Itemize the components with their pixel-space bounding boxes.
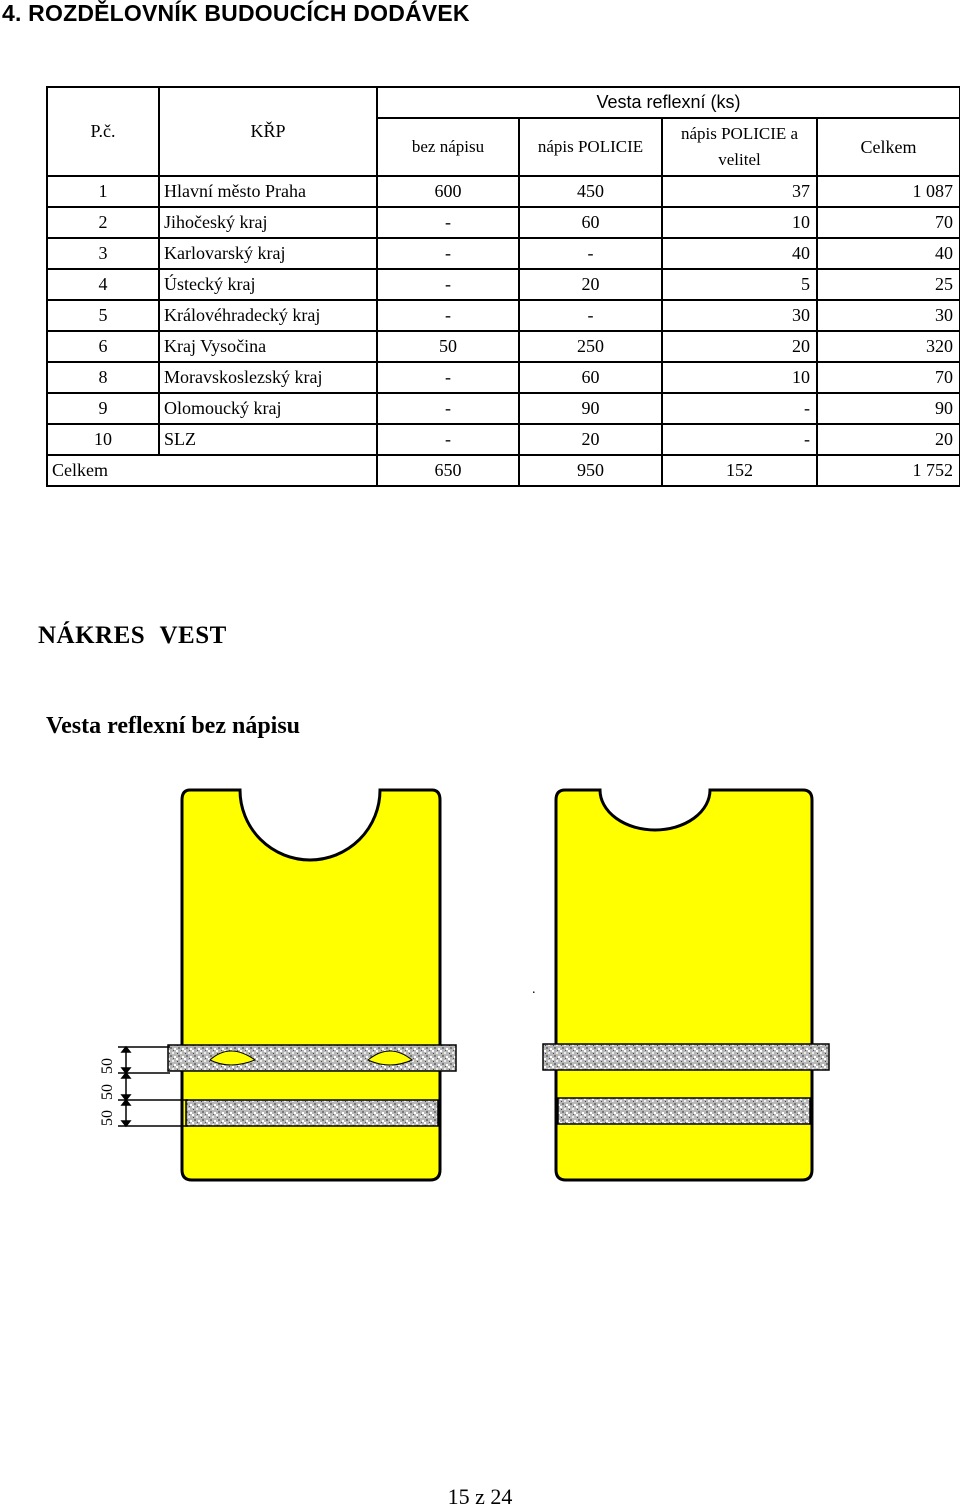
row-bez-napisu: -: [377, 207, 519, 238]
row-celkem: 20: [817, 424, 960, 455]
row-bez-napisu: -: [377, 238, 519, 269]
row-napis-policie: 20: [519, 269, 662, 300]
total-b: 950: [519, 455, 662, 486]
row-celkem: 70: [817, 362, 960, 393]
page-number: 15 z 24: [447, 1484, 513, 1509]
row-bez-napisu: -: [377, 393, 519, 424]
row-celkem: 320: [817, 331, 960, 362]
section-heading: 4. ROZDĚLOVNÍK BUDOUCÍCH DODÁVEK: [2, 0, 470, 26]
row-region: SLZ: [159, 424, 377, 455]
row-napis-policie-velitel: -: [662, 424, 817, 455]
row-region: Moravskoslezský kraj: [159, 362, 377, 393]
table-row: [47, 424, 960, 455]
table-row: [47, 269, 960, 300]
header-napis-policie: nápis POLICIE: [519, 118, 662, 176]
row-number: 4: [47, 269, 159, 300]
row-celkem: 40: [817, 238, 960, 269]
row-number: 10: [47, 424, 159, 455]
table-row: [47, 300, 960, 331]
row-napis-policie-velitel: 10: [662, 362, 817, 393]
vest-caption: Vesta reflexní bez nápisu: [46, 713, 301, 739]
drawing-heading: NÁKRES VEST: [38, 622, 227, 649]
dimension-label: 50: [99, 1084, 116, 1100]
row-napis-policie: 90: [519, 393, 662, 424]
row-celkem: 90: [817, 393, 960, 424]
vest-back-lower-stripe: [558, 1098, 810, 1124]
header-vesta-group: Vesta reflexní (ks): [377, 87, 960, 118]
vest-back-upper-stripe: [543, 1044, 829, 1070]
distribution-table: [46, 86, 960, 487]
vest-back: [543, 790, 829, 1180]
row-number: 2: [47, 207, 159, 238]
row-napis-policie-velitel: 10: [662, 207, 817, 238]
row-napis-policie-velitel: -: [662, 393, 817, 424]
table-row: [47, 331, 960, 362]
row-napis-policie-velitel: 30: [662, 300, 817, 331]
table-row: [47, 393, 960, 424]
row-napis-policie-velitel: 40: [662, 238, 817, 269]
dimension-label: 50: [99, 1058, 116, 1074]
row-region: Ústecký kraj: [159, 269, 377, 300]
row-napis-policie: -: [519, 300, 662, 331]
row-napis-policie: 450: [519, 176, 662, 207]
row-napis-policie: 20: [519, 424, 662, 455]
row-region: Olomoucký kraj: [159, 393, 377, 424]
table-row: [47, 176, 960, 207]
row-bez-napisu: 600: [377, 176, 519, 207]
header-pc: P.č.: [47, 87, 159, 176]
stray-dot: .: [532, 982, 536, 997]
dimension-label: 50: [99, 1110, 116, 1126]
header-bez-napisu: bez nápisu: [377, 118, 519, 176]
row-number: 5: [47, 300, 159, 331]
row-region: Karlovarský kraj: [159, 238, 377, 269]
row-napis-policie: 60: [519, 207, 662, 238]
vest-front-upper-stripe: [168, 1045, 456, 1071]
vest-front-lower-stripe: [186, 1100, 438, 1126]
row-celkem: 1 087: [817, 176, 960, 207]
row-region: Kraj Vysočina: [159, 331, 377, 362]
row-bez-napisu: -: [377, 424, 519, 455]
header-krp: KŘP: [159, 87, 377, 176]
row-napis-policie-velitel: 5: [662, 269, 817, 300]
row-celkem: 70: [817, 207, 960, 238]
header-celkem: Celkem: [817, 118, 960, 176]
vest-drawing: [0, 770, 960, 1200]
table-row: [47, 238, 960, 269]
row-number: 9: [47, 393, 159, 424]
row-napis-policie: 60: [519, 362, 662, 393]
header-napis-policie-velitel: nápis POLICIE a velitel: [662, 118, 817, 176]
row-celkem: 25: [817, 269, 960, 300]
total-a: 650: [377, 455, 519, 486]
total-c: 152: [662, 455, 817, 486]
row-napis-policie: -: [519, 238, 662, 269]
total-sum: 1 752: [817, 455, 960, 486]
row-region: Hlavní město Praha: [159, 176, 377, 207]
total-label: Celkem: [47, 455, 377, 486]
vest-front: [168, 790, 456, 1180]
row-napis-policie-velitel: 37: [662, 176, 817, 207]
table-row: [47, 207, 960, 238]
row-number: 6: [47, 331, 159, 362]
row-region: Jihočeský kraj: [159, 207, 377, 238]
row-bez-napisu: -: [377, 269, 519, 300]
row-bez-napisu: -: [377, 362, 519, 393]
row-number: 1: [47, 176, 159, 207]
row-bez-napisu: -: [377, 300, 519, 331]
row-napis-policie: 250: [519, 331, 662, 362]
table-body: [47, 176, 960, 455]
row-napis-policie-velitel: 20: [662, 331, 817, 362]
row-bez-napisu: 50: [377, 331, 519, 362]
row-celkem: 30: [817, 300, 960, 331]
row-number: 8: [47, 362, 159, 393]
table-row: [47, 362, 960, 393]
row-number: 3: [47, 238, 159, 269]
row-region: Královéhradecký kraj: [159, 300, 377, 331]
